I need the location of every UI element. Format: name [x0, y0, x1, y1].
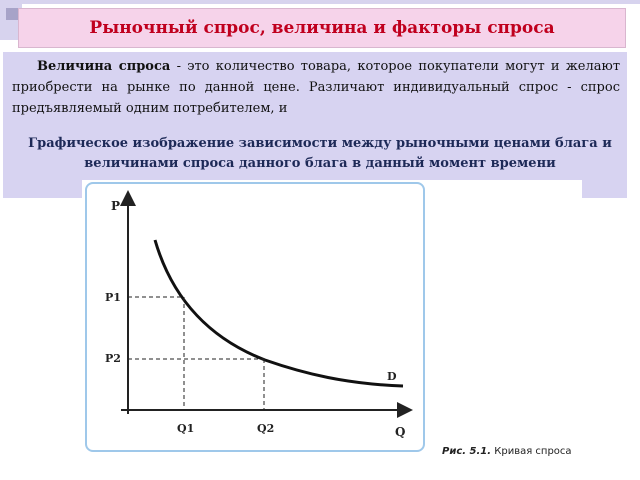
x-axis-label: Q [395, 425, 406, 439]
graph-caption: Графическое изображение зависимости между рыночными ценами блага и величинами спроса данного блага в данный момент времени [28, 136, 612, 171]
figure-caption [442, 446, 572, 457]
y-tick-p1: P1 [105, 291, 121, 304]
demand-curve-chart [85, 182, 425, 452]
slide-corner-square [6, 8, 18, 20]
x-tick-q1: Q1 [177, 422, 195, 435]
term-demand-quantity: Величина спроса [36, 59, 171, 74]
y-axis-label: P [111, 199, 121, 213]
x-tick-q2: Q2 [257, 422, 275, 435]
slide-title: Рыночный спрос, величина и факторы спроса [89, 18, 555, 38]
demand-curve [155, 240, 403, 386]
slide-top-strip [0, 0, 640, 4]
definition-paragraph [12, 56, 620, 126]
definition-text: - это количество товара, которое покупатели могут и желают приобрести на рынке по данной цене. Различают индивидуальный спрос - спрос предъявляемый одним потребителем, и [12, 59, 620, 116]
title-bar [18, 8, 626, 48]
y-tick-p2: P2 [105, 352, 121, 365]
curve-label-d: D [387, 370, 397, 383]
figure-number: Рис. 5.1. [442, 446, 492, 457]
figure-caption-text: Кривая спроса [491, 446, 572, 457]
